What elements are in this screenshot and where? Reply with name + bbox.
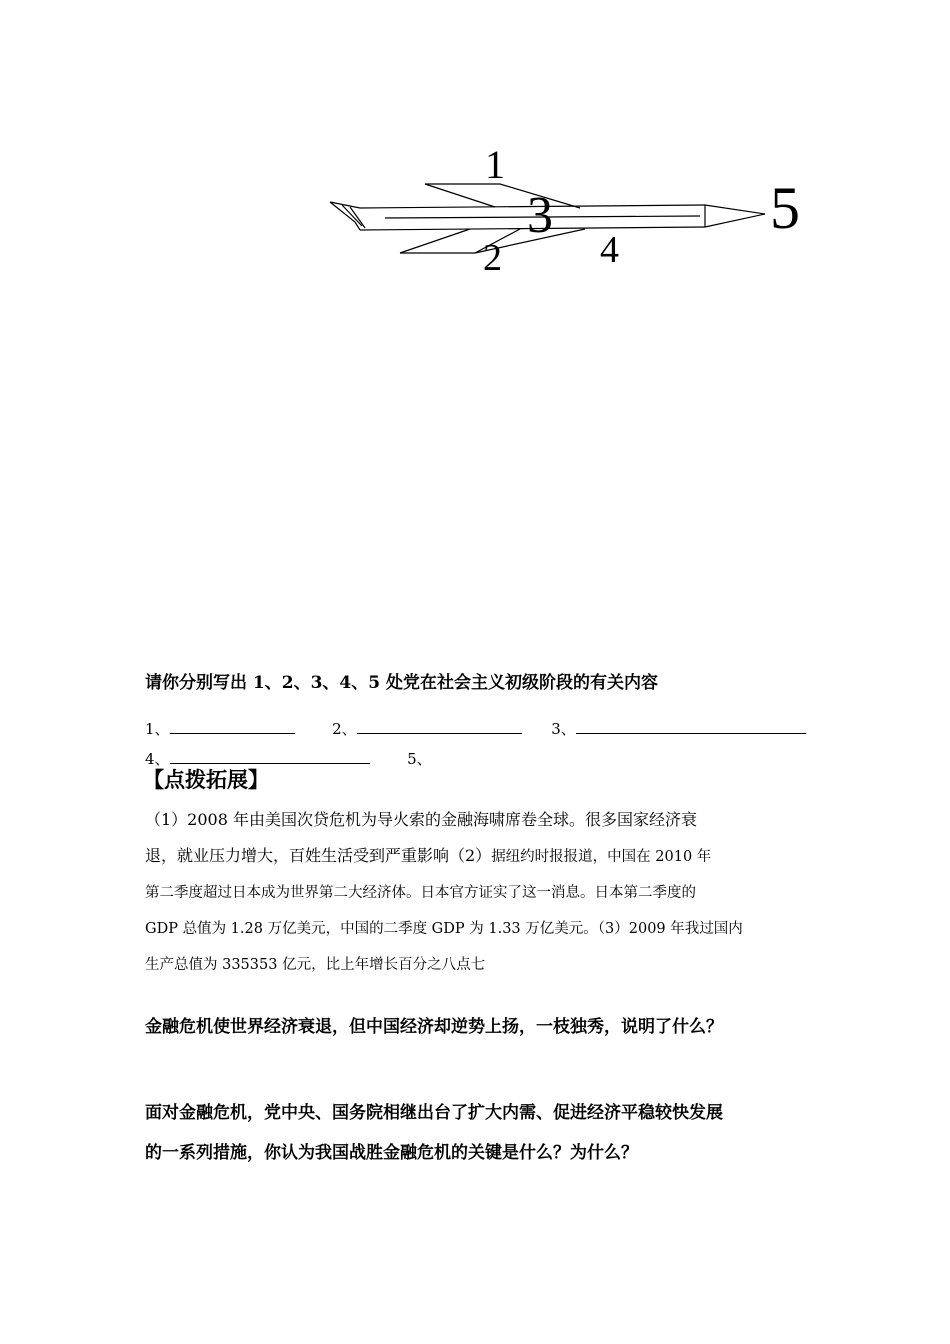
blank-label-2: 2、 [332, 720, 357, 738]
question-1-title: 请你分别写出 1、2、3、4、5 处党在社会主义初级阶段的有关内容 [145, 673, 658, 693]
arrow-diagram [320, 140, 820, 280]
material-line-2a: 退，就业压力增大，百姓生活受到严重影响（2） [145, 846, 492, 865]
answer-blank-4[interactable] [170, 749, 370, 764]
question-2: 金融危机使世界经济衰退，但中国经济却逆势上扬，一枝独秀，说明了什么？ [145, 1017, 723, 1037]
upper-fin [425, 184, 580, 208]
answer-blank-3[interactable] [576, 719, 806, 734]
answer-blank-2[interactable] [357, 719, 522, 734]
answer-row-1 [145, 718, 806, 739]
arrow-head [705, 205, 765, 227]
label-3: 3 [527, 187, 553, 244]
blank-label-1: 1、 [145, 720, 170, 738]
material-line-5: 生产总值为 335353 亿元，比上年增长百分之八点七 [145, 957, 486, 973]
blank-label-3: 3、 [551, 720, 576, 738]
blank-label-5: 5、 [407, 750, 432, 768]
material-line-3: 第二季度超过日本成为世界第二大经济体。日本官方证实了这一消息。日本第二季度的 [145, 885, 696, 901]
label-4: 4 [600, 229, 619, 271]
question-3-line-1: 面对金融危机，党中央、国务院相继出台了扩大内需、促进经济平稳较快发展 [145, 1103, 723, 1123]
material-line-4: GDP 总值为 1.28 万亿美元，中国的二季度 GDP 为 1.33 万亿美元。（3）2009 年我过国内 [145, 921, 743, 937]
question-3-line-2: 的一系列措施，你认为我国战胜金融危机的关键是什么？为什么？ [145, 1143, 638, 1163]
answer-blank-1[interactable] [170, 719, 295, 734]
material-paragraph [145, 802, 810, 983]
material-line-2b: 据纽约时报报道，中国在 2010 年 [491, 849, 712, 865]
section-heading: 【点拨拓展】 [143, 767, 269, 792]
label-5: 5 [770, 175, 800, 241]
label-1: 1 [485, 142, 505, 187]
label-2: 2 [483, 237, 502, 279]
material-line-1: （1）2008 年由美国次贷危机为导火索的金融海啸席卷全球。很多国家经济衰 [145, 810, 697, 829]
arrow-tail [330, 202, 365, 230]
material-line-2 [145, 838, 810, 875]
blank-label-4: 4、 [145, 750, 170, 768]
